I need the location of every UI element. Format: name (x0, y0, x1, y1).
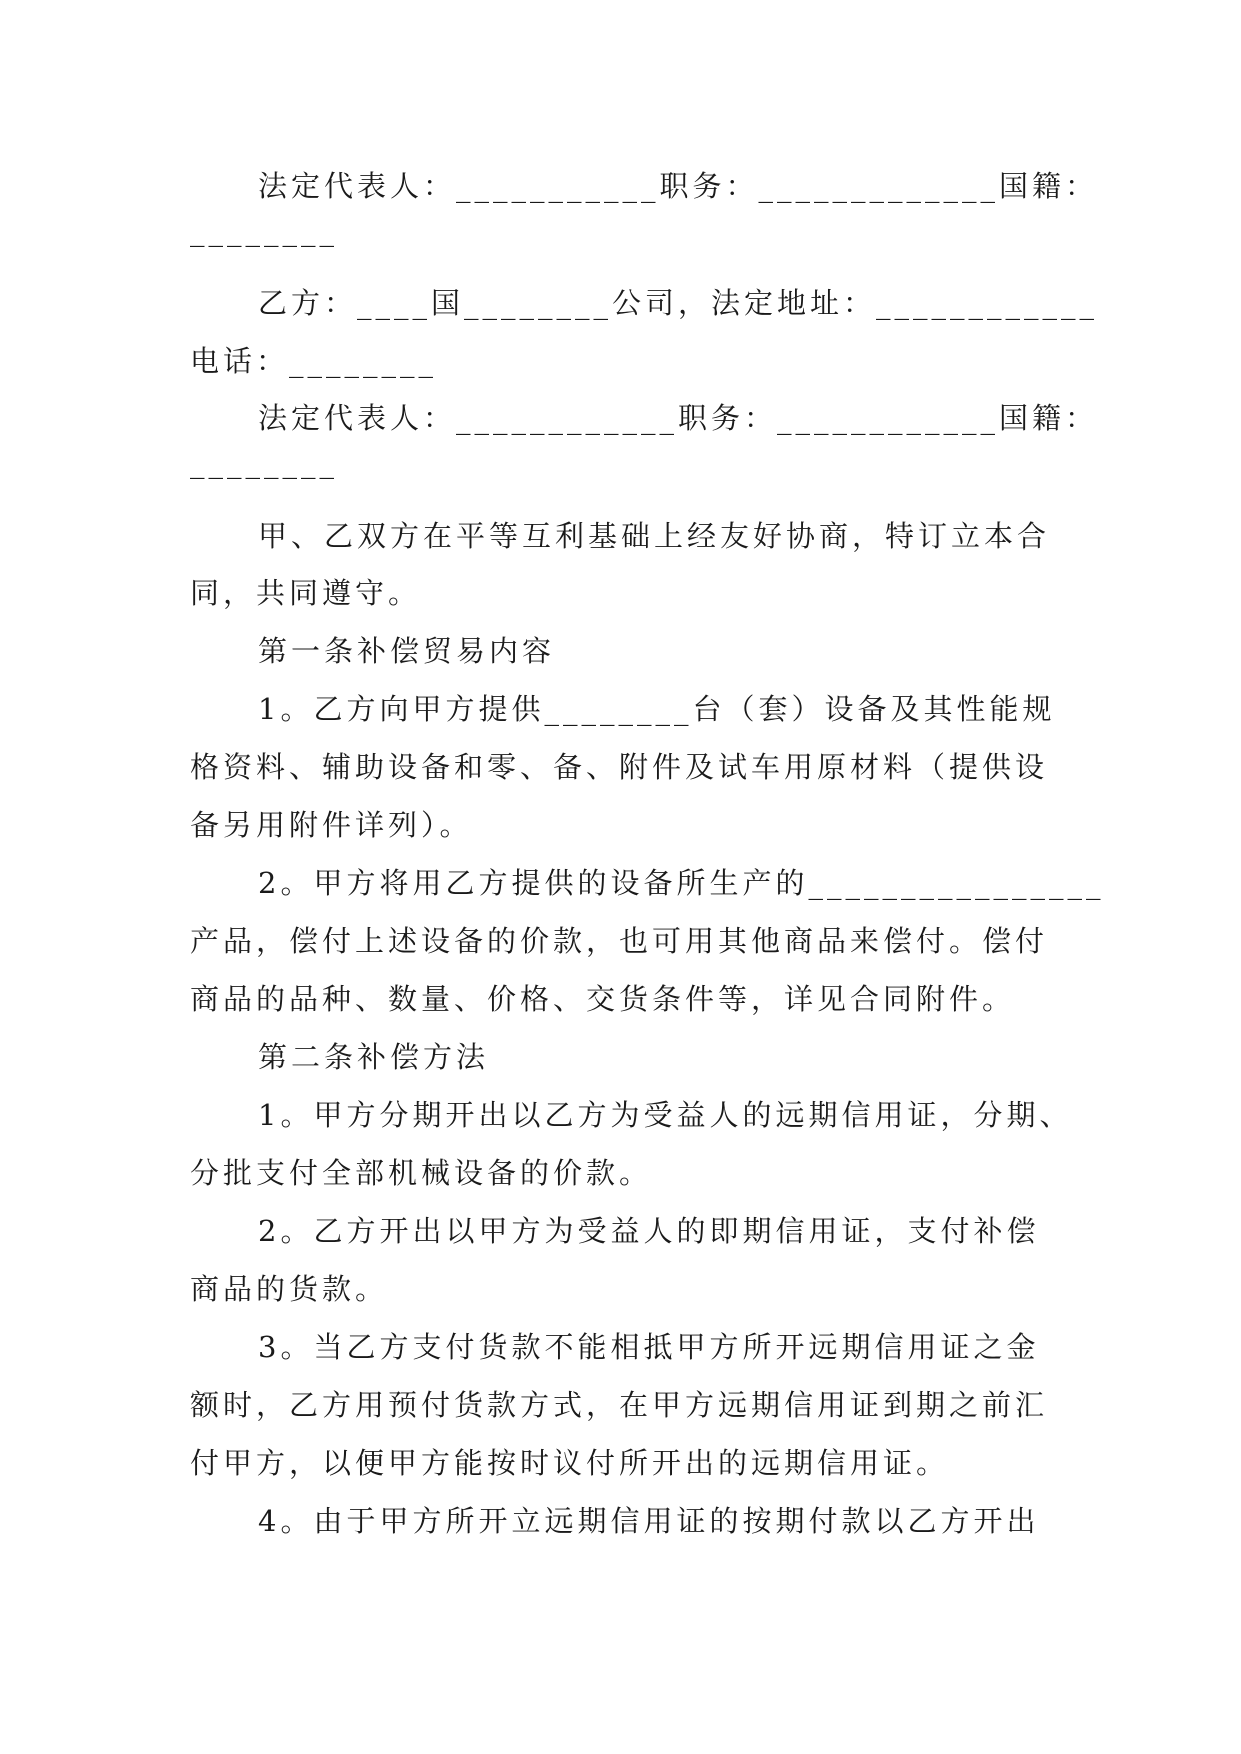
paragraph-line: 2。乙方开出以甲方为受益人的即期信用证，支付补偿 (258, 1214, 1040, 1248)
paragraph-line: 同，共同遵守。 (190, 576, 422, 610)
paragraph-line: 格资料、辅助设备和零、备、附件及试车用原材料（提供设 (190, 750, 1049, 784)
paragraph-line: 1。乙方向甲方提供________台（套）设备及其性能规 (258, 692, 1056, 726)
paragraph-line: 商品的品种、数量、价格、交货条件等，详见合同附件。 (190, 982, 1016, 1016)
paragraph-line: 法定代表人：____________职务：____________国籍： (258, 401, 1099, 435)
paragraph-line: 3。当乙方支付货款不能相抵甲方所开远期信用证之金 (258, 1330, 1040, 1364)
paragraph-line: 2。甲方将用乙方提供的设备所生产的________________ (258, 866, 1105, 900)
section-heading: 第一条补偿贸易内容 (258, 634, 556, 668)
paragraph-line: 备另用附件详列）。 (190, 808, 473, 842)
paragraph-line: 乙方：____国________公司，法定地址：____________ (258, 286, 1099, 320)
paragraph-line: 电话：________ (190, 344, 438, 378)
paragraph-line: 付甲方，以便甲方能按时议付所开出的远期信用证。 (190, 1446, 950, 1480)
section-heading: 第二条补偿方法 (258, 1040, 490, 1074)
paragraph-line: 甲、乙双方在平等互利基础上经友好协商，特订立本合 (258, 519, 1051, 553)
paragraph-line: 额时，乙方用预付货款方式，在甲方远期信用证到期之前汇 (190, 1388, 1049, 1422)
paragraph-line: 1。甲方分期开出以乙方为受益人的远期信用证，分期、 (258, 1098, 1073, 1132)
paragraph-line: 产品，偿付上述设备的价款，也可用其他商品来偿付。偿付 (190, 924, 1049, 958)
paragraph-line: 4。由于甲方所开立远期信用证的按期付款以乙方开出 (258, 1504, 1040, 1538)
paragraph-line: 法定代表人：___________职务：_____________国籍： (258, 169, 1099, 203)
paragraph-line: 商品的货款。 (190, 1272, 389, 1306)
paragraph-line: ________ (190, 213, 338, 247)
paragraph-line: ________ (190, 445, 338, 479)
paragraph-line: 分批支付全部机械设备的价款。 (190, 1156, 653, 1190)
